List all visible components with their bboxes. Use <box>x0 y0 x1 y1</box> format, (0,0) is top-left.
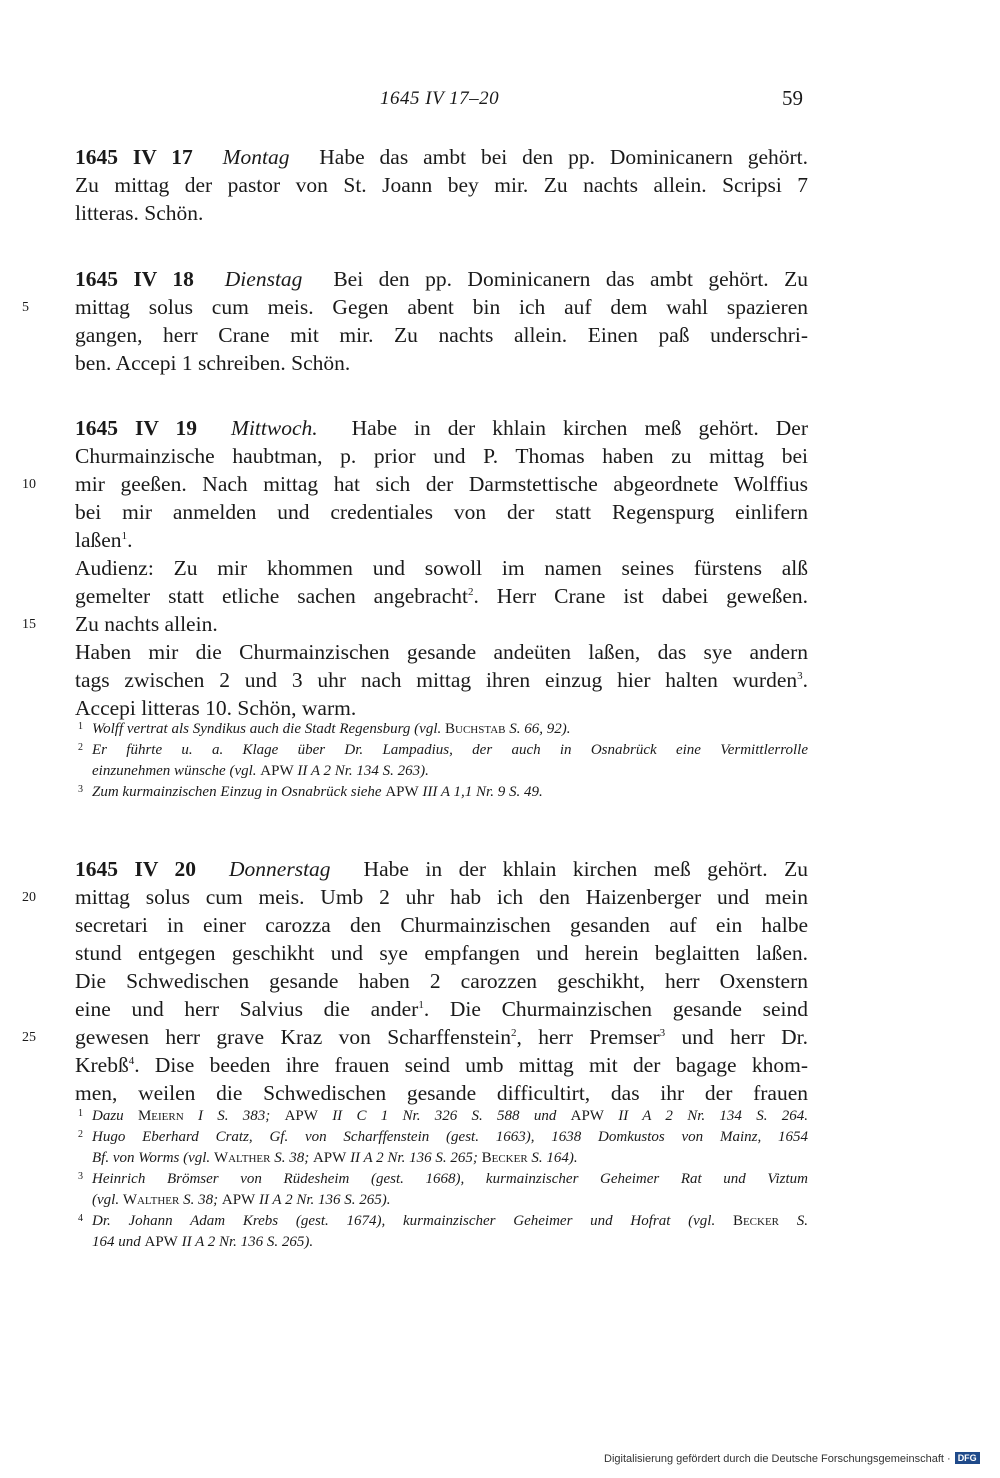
footnote-continuation <box>75 1232 808 1253</box>
footnote-author: Walther <box>122 1192 180 1208</box>
diary-entry-1645-iv-19 <box>22 414 808 722</box>
text-line-content: Zu nachts allein. <box>75 612 218 636</box>
text-line-content: tags zwischen 2 und 3 uhr nach mittag ihren einzug hier halten wurden <box>75 668 798 692</box>
footnote-text: S. <box>779 1213 809 1229</box>
text-line-content: mir geeßen. Nach mittag hat sich der Darmstettische abgeordnete Wolffius <box>75 472 808 496</box>
text-line-content: Bei den pp. Dominicanern das ambt gehört. Zu <box>333 267 809 291</box>
footnote <box>75 1127 808 1148</box>
text-line: laßen$^1$. <box>75 528 133 552</box>
text-line-content: Audienz: Zu mir khommen und sowoll im namen seines fürstens alß <box>75 556 808 580</box>
entry-day: Montag <box>222 145 290 169</box>
entry-day: Dienstag <box>224 267 303 291</box>
footnote <box>75 782 808 803</box>
footnote-ref: 1 <box>121 530 128 542</box>
text-line <box>75 1079 808 1107</box>
text-line-content: gangen, herr Crane mit mir. Zu nachts allein. Einen paß underschri- <box>75 323 808 347</box>
text-line <box>75 143 808 171</box>
running-head: 1645 IV 17–20 <box>380 88 500 109</box>
entry-date: 1645 IV 17 <box>75 145 193 169</box>
text-line-content: Zu mittag der pastor von St. Joann bey mir. Zu nachts allein. Scripsi 7 <box>75 173 808 197</box>
text-line <box>75 498 808 526</box>
text-line <box>75 694 808 722</box>
text-line-content: Habe in der khlain kirchen meß gehört. Der <box>351 416 808 440</box>
footnote-source: APW <box>570 1108 604 1124</box>
digitization-credit <box>604 1452 980 1465</box>
footnote-author: Becker <box>732 1213 780 1229</box>
line-number: 5 <box>22 300 29 315</box>
text-line-content: gemelter statt etliche sachen angebracht <box>75 584 468 608</box>
page-header <box>0 86 1000 116</box>
text-line <box>75 265 808 293</box>
footnote <box>75 740 808 761</box>
entry-date: 1645 IV 19 <box>75 416 198 440</box>
text-line-content: Churmainzische haubtman, p. prior und P. Thomas haben zu mittag bei <box>75 444 808 468</box>
diary-entry-1645-iv-17 <box>75 143 808 227</box>
footnote-text: II A 2 Nr. 136 S. 265). <box>177 1234 314 1250</box>
text-line-content: . Die Churmainzischen gesande seind <box>423 997 808 1021</box>
entry-day: Mittwoch. <box>231 416 318 440</box>
footnote-text: einzunehmen wünsche (vgl. <box>92 763 261 779</box>
diary-entry-1645-iv-18 <box>22 265 809 377</box>
text-line-content: litteras. Schön. <box>75 201 204 225</box>
text-line: tags zwischen 2 und 3 uhr nach mittag ihren einzug hier halten wurden$^3$. <box>75 668 808 692</box>
text-line-content: Krebß <box>75 1053 129 1077</box>
footnotes-block <box>75 719 808 803</box>
text-line <box>75 967 808 995</box>
footnotes-block <box>75 1106 808 1253</box>
footnote-source: APW <box>385 784 419 800</box>
footnote-text: Er führte u. a. Klage über Dr. Lampadius, der auch in Osnabrück eine Vermittlerrolle <box>92 742 808 758</box>
text-line <box>75 939 808 967</box>
text-line <box>75 442 808 470</box>
text-line-content: laßen <box>75 528 122 552</box>
footnote-mark: 3 <box>78 1171 83 1182</box>
footnote-text: Heinrich Brömser von Rüdesheim (gest. 1668), kurmainzischer Geheimer Rat und Viztum <box>92 1171 808 1187</box>
text-line <box>75 321 808 349</box>
line-number: 20 <box>22 890 36 905</box>
entry-date: 1645 IV 18 <box>75 267 194 291</box>
footnote-author: Becker <box>481 1150 528 1166</box>
text-line-content: Haben mir die Churmainzischen gesande andeüten laßen, das sye andern <box>75 640 808 664</box>
text-line <box>22 610 808 638</box>
footnote-mark: 3 <box>78 784 83 795</box>
text-line-content: mittag solus cum meis. Umb 2 uhr hab ich den Haizenberger und mein <box>75 885 808 909</box>
footnote-continuation <box>75 761 808 782</box>
text-line-content: mittag solus cum meis. Gegen abent bin ich auf dem wahl spazieren <box>75 295 808 319</box>
footnote <box>75 1211 808 1232</box>
text-line <box>75 582 808 610</box>
text-line <box>22 470 808 498</box>
footnote-text: (vgl. <box>92 1192 123 1208</box>
footnote-source: APW <box>312 1150 347 1166</box>
text-line-content: eine und herr Salvius die ander <box>75 997 419 1021</box>
text-line <box>75 199 808 227</box>
footnote-text: II A 2 Nr. 136 S. 265). <box>255 1192 391 1208</box>
text-line <box>75 171 808 199</box>
text-line-content: Habe das ambt bei den pp. Dominicanern gehört. <box>319 145 809 169</box>
footnote-continuation <box>75 1148 808 1169</box>
footnote-ref: 4 <box>128 1055 135 1067</box>
line-number: 10 <box>22 477 36 492</box>
footnote-source: APW <box>144 1234 178 1250</box>
footnote-text: II A 2 Nr. 136 S. 265; <box>346 1150 482 1166</box>
footnote-text: II C 1 Nr. 326 S. 588 und <box>317 1108 571 1124</box>
text-line <box>75 1051 808 1079</box>
footnote-text: Dr. Johann Adam Krebs (gest. 1674), kurmainzischer Geheimer und Hofrat (vgl. <box>92 1213 733 1229</box>
text-line <box>22 883 808 911</box>
text-line <box>22 293 808 321</box>
credit-text: Digitalisierung gefördert durch die Deutsche Forschungsgemeinschaft · <box>604 1453 951 1465</box>
footnote <box>75 719 808 740</box>
footnote <box>75 1106 808 1127</box>
page-number: 59 <box>782 86 803 110</box>
text-line-content: . Herr Crane ist dabei geweßen. <box>473 584 808 608</box>
text-line <box>75 911 808 939</box>
footnote-text: Bf. von Worms (vgl. <box>92 1150 214 1166</box>
footnote-text: II A 2 Nr. 134 S. 264. <box>603 1108 808 1124</box>
text-line-content: gewesen herr grave Kraz von Scharffenstein <box>75 1025 511 1049</box>
footnote-text: S. 164). <box>527 1150 578 1166</box>
entry-date: 1645 IV 20 <box>75 857 197 881</box>
footnote-author: Walther <box>213 1150 271 1166</box>
text-line-content: Habe in der khlain kirchen meß gehört. Zu <box>363 857 808 881</box>
footnote-text: Hugo Eberhard Cratz, Gf. von Scharffenstein (gest. 1663), 1638 Domkustos von Mainz, 1654 <box>92 1129 808 1145</box>
footnote-source: APW <box>284 1108 318 1124</box>
footnote-text: Dazu <box>92 1108 138 1124</box>
line-number: 15 <box>22 617 36 632</box>
footnote-source: APW <box>221 1192 256 1208</box>
footnote-mark: 2 <box>78 742 83 753</box>
footnote-mark: 4 <box>78 1213 83 1224</box>
text-line-content: Accepi litteras 10. Schön, warm. <box>75 696 357 720</box>
text-line <box>75 855 808 883</box>
footnote-text: II A 2 Nr. 134 S. 263). <box>293 763 429 779</box>
text-line-content: und herr Dr. <box>665 1025 808 1049</box>
footnote-mark: 1 <box>78 1108 83 1119</box>
text-line-content: Die Schwedischen gesande haben 2 carozzen geschikht, herr Oxenstern <box>75 969 808 993</box>
text-line-content: secretari in einer carozza den Churmainzischen gesanden auf ein halbe <box>75 913 808 937</box>
text-line <box>75 638 808 666</box>
text-line <box>22 1023 808 1051</box>
text-line <box>75 554 808 582</box>
footnote-author: Meiern <box>137 1108 184 1124</box>
text-line-content: ben. Accepi 1 schreiben. Schön. <box>75 351 351 375</box>
footnote-ref: 2 <box>467 586 474 598</box>
footnote-ref: 1 <box>418 999 424 1011</box>
text-line-content: stund entgegen geschikht und sye empfangen und herein beglaitten laßen. <box>75 941 808 965</box>
footnote-source: APW <box>260 763 294 779</box>
footnote-mark: 1 <box>78 721 83 732</box>
footnote-ref: 3 <box>797 670 803 682</box>
text-line <box>75 414 808 442</box>
diary-entry-1645-iv-20 <box>22 855 808 1107</box>
footnote-text: S. 66, 92). <box>505 721 571 737</box>
text-line <box>75 349 808 377</box>
text-line-content: bei mir anmelden und credentiales von der statt Regenspurg einlifern <box>75 500 808 524</box>
text-line <box>75 995 808 1023</box>
line-number: 25 <box>22 1030 36 1045</box>
footnote-ref: 2 <box>511 1027 517 1039</box>
footnote-text: III A 1,1 Nr. 9 S. 49. <box>418 784 543 800</box>
footnote-author: Buchstab <box>445 721 506 737</box>
footnote-ref: 3 <box>659 1027 666 1039</box>
text-line-content: , herr Premser <box>516 1025 660 1049</box>
footnote-text: S. 38; <box>179 1192 222 1208</box>
dfg-logo-icon: DFG <box>955 1452 980 1464</box>
footnote-mark: 2 <box>78 1129 83 1140</box>
footnote <box>75 1169 808 1190</box>
footnote-text: S. 38; <box>270 1150 313 1166</box>
footnote-text: I S. 383; <box>183 1108 285 1124</box>
text-line-content: . Dise beeden ihre frauen seind umb mittag mit der bagage khom- <box>134 1053 808 1077</box>
footnote-text: Wolff vertrat als Syndikus auch die Stadt Regensburg (vgl. <box>92 721 446 737</box>
footnote-continuation <box>75 1190 808 1211</box>
entry-day: Donnerstag <box>229 857 331 881</box>
footnote-text: 164 und <box>92 1234 145 1250</box>
text-line-content: men, weilen die Schwedischen gesande difficultirt, das ihr der frauen <box>75 1081 808 1105</box>
footnote-text: Zum kurmainzischen Einzug in Osnabrück siehe <box>92 784 386 800</box>
